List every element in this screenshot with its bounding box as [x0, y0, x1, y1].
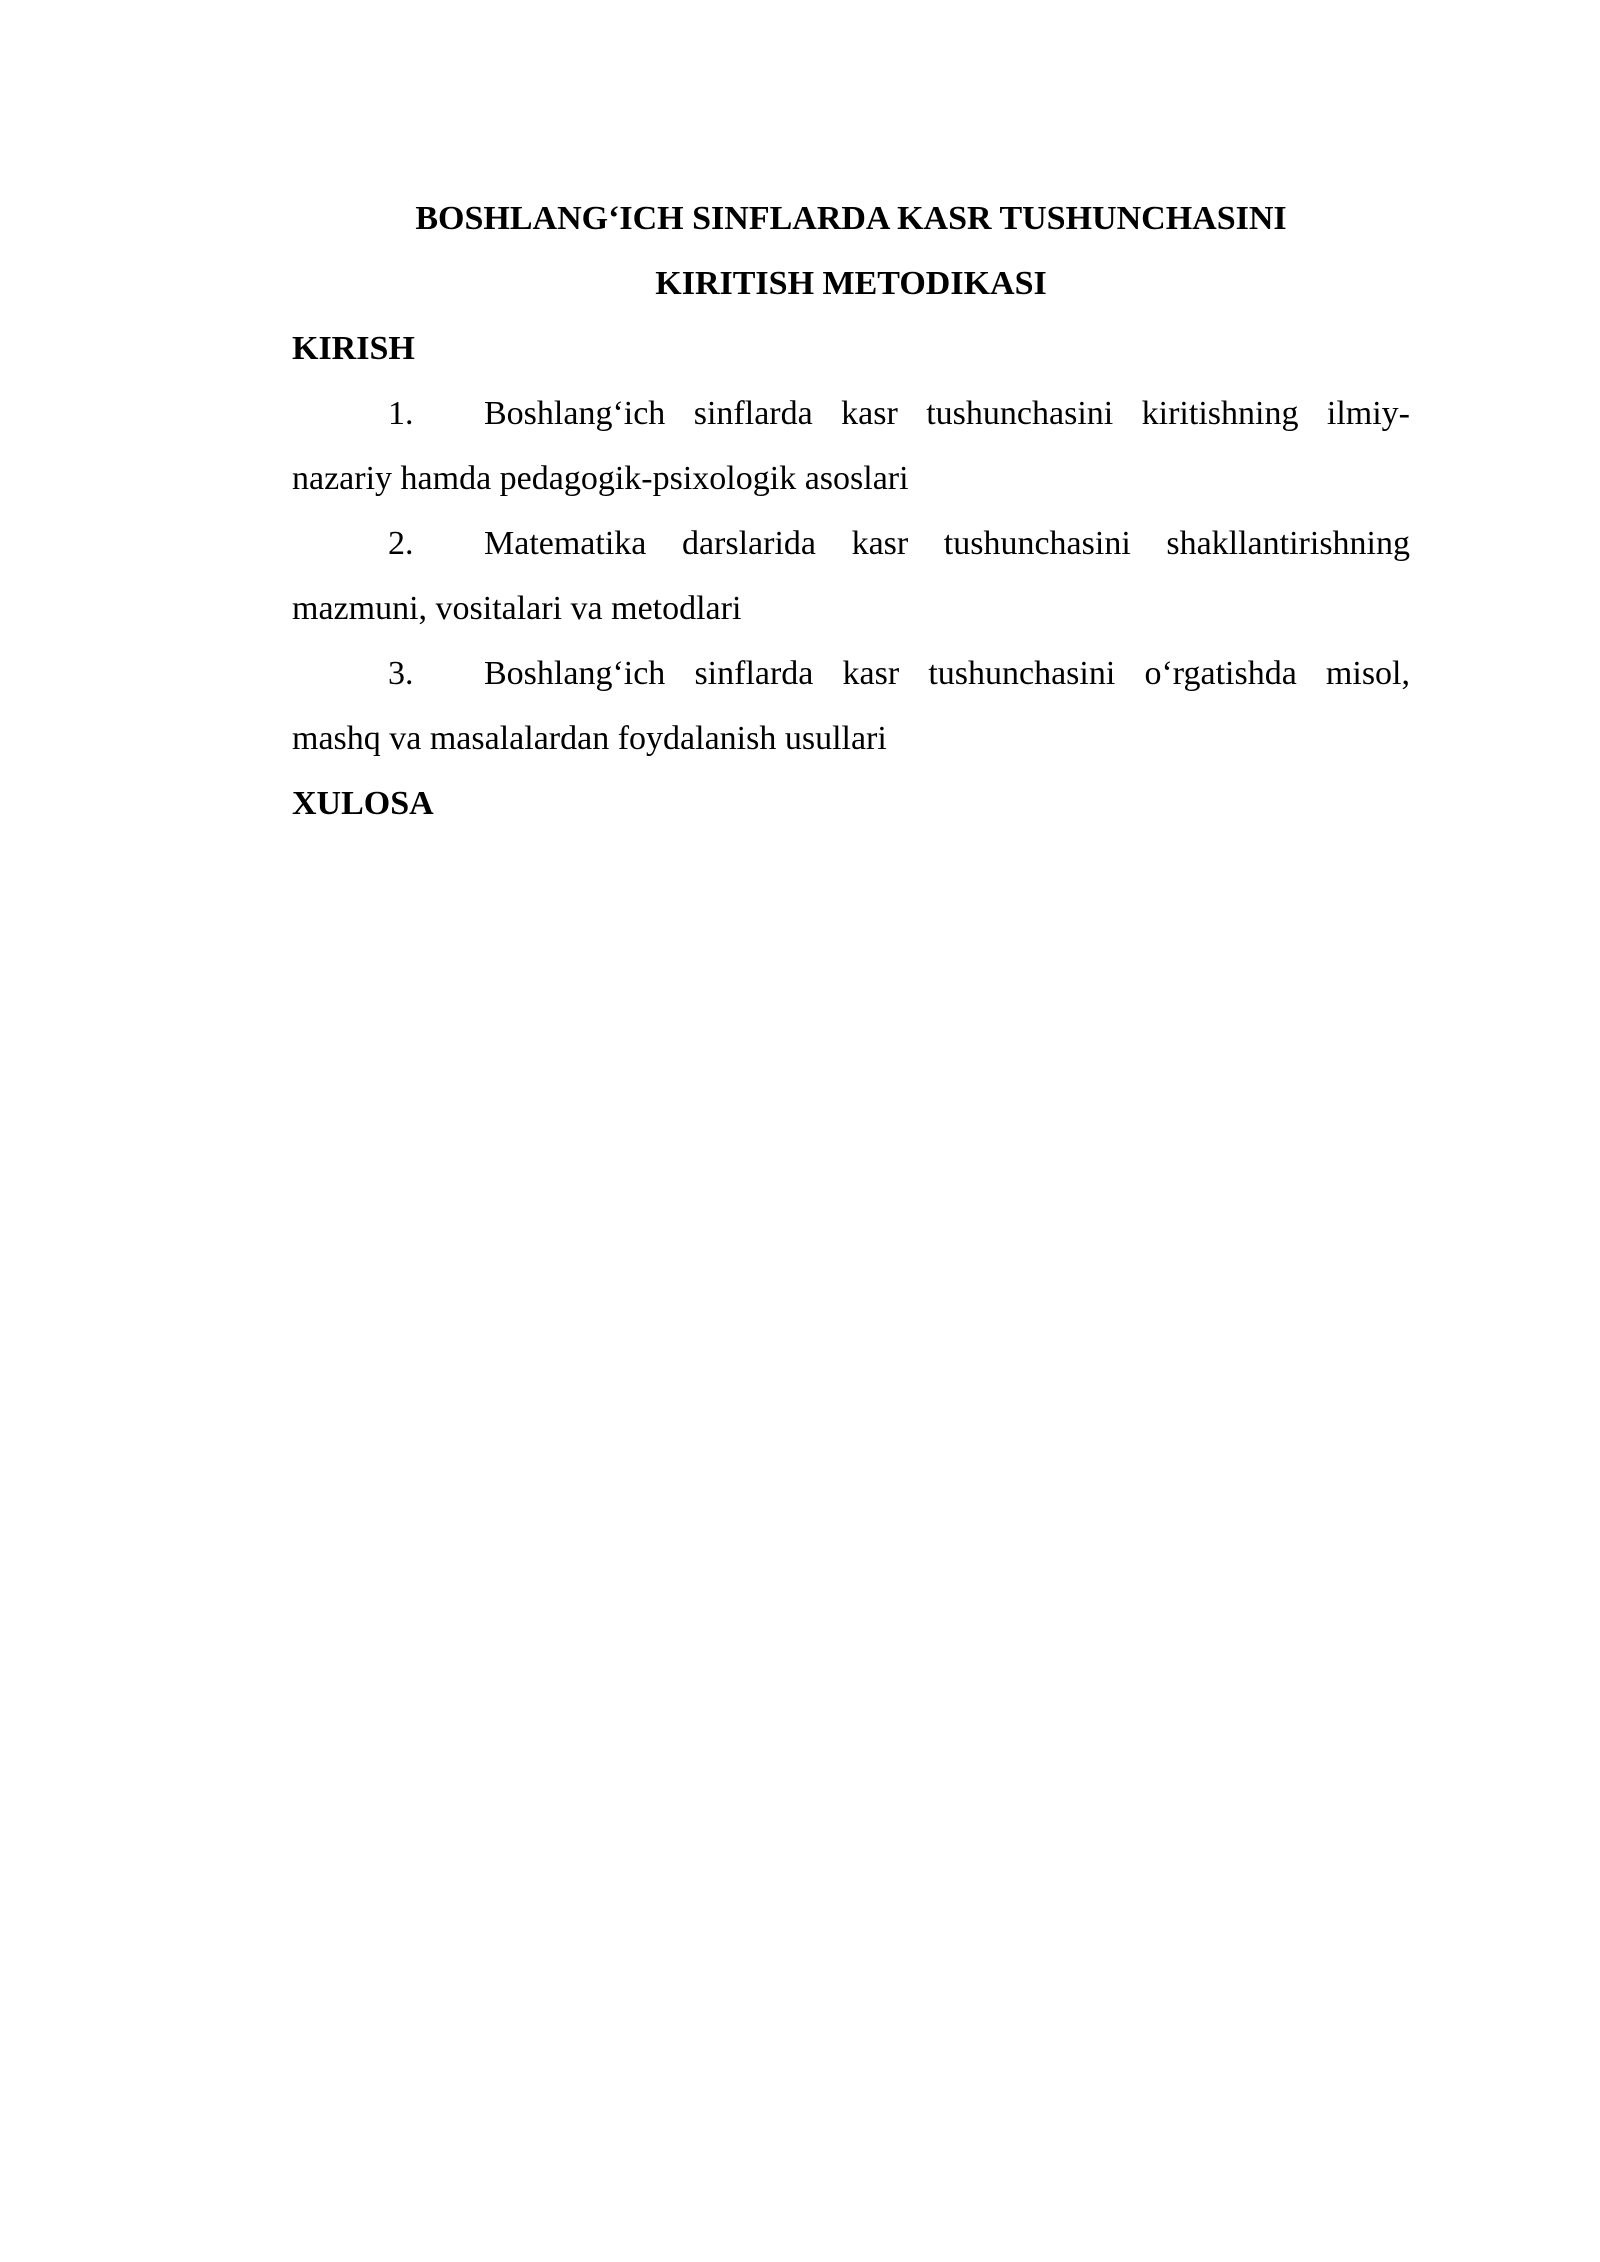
toc-item-line-2: mazmuni, vositalari va metodlari — [292, 590, 742, 627]
toc-item-line-2: nazariy hamda pedagogik-psixologik asoslari — [292, 460, 909, 497]
toc-item-number: 3. — [388, 655, 414, 692]
toc-item-text: Boshlang‘ich sinflarda kasr tushunchasini kiritishning ilmiy- — [484, 395, 1410, 432]
toc-item-line-1 — [292, 641, 1410, 706]
toc-item-line-1 — [292, 381, 1410, 446]
toc-item-text: Matematika darslarida kasr tushunchasini shakllantirishning — [484, 525, 1410, 562]
table-of-contents — [292, 186, 1410, 836]
toc-item-1 — [292, 381, 1410, 511]
toc-item-number: 1. — [388, 395, 414, 432]
document-title-line-1: BOSHLANG‘ICH SINFLARDA KASR TUSHUNCHASINI — [415, 200, 1287, 237]
intro-heading: KIRISH — [292, 330, 415, 367]
toc-item-line-1 — [292, 511, 1410, 576]
document-title-line-2: KIRITISH METODIKASI — [655, 265, 1047, 302]
toc-item-line-2: mashq va masalalardan foydalanish usullari — [292, 720, 887, 757]
toc-item-2 — [292, 511, 1410, 641]
conclusion-heading: XULOSA — [292, 785, 434, 822]
toc-item-3 — [292, 641, 1410, 771]
toc-item-text: Boshlang‘ich sinflarda kasr tushunchasini o‘rgatishda misol, — [484, 655, 1410, 692]
toc-item-number: 2. — [388, 525, 414, 562]
